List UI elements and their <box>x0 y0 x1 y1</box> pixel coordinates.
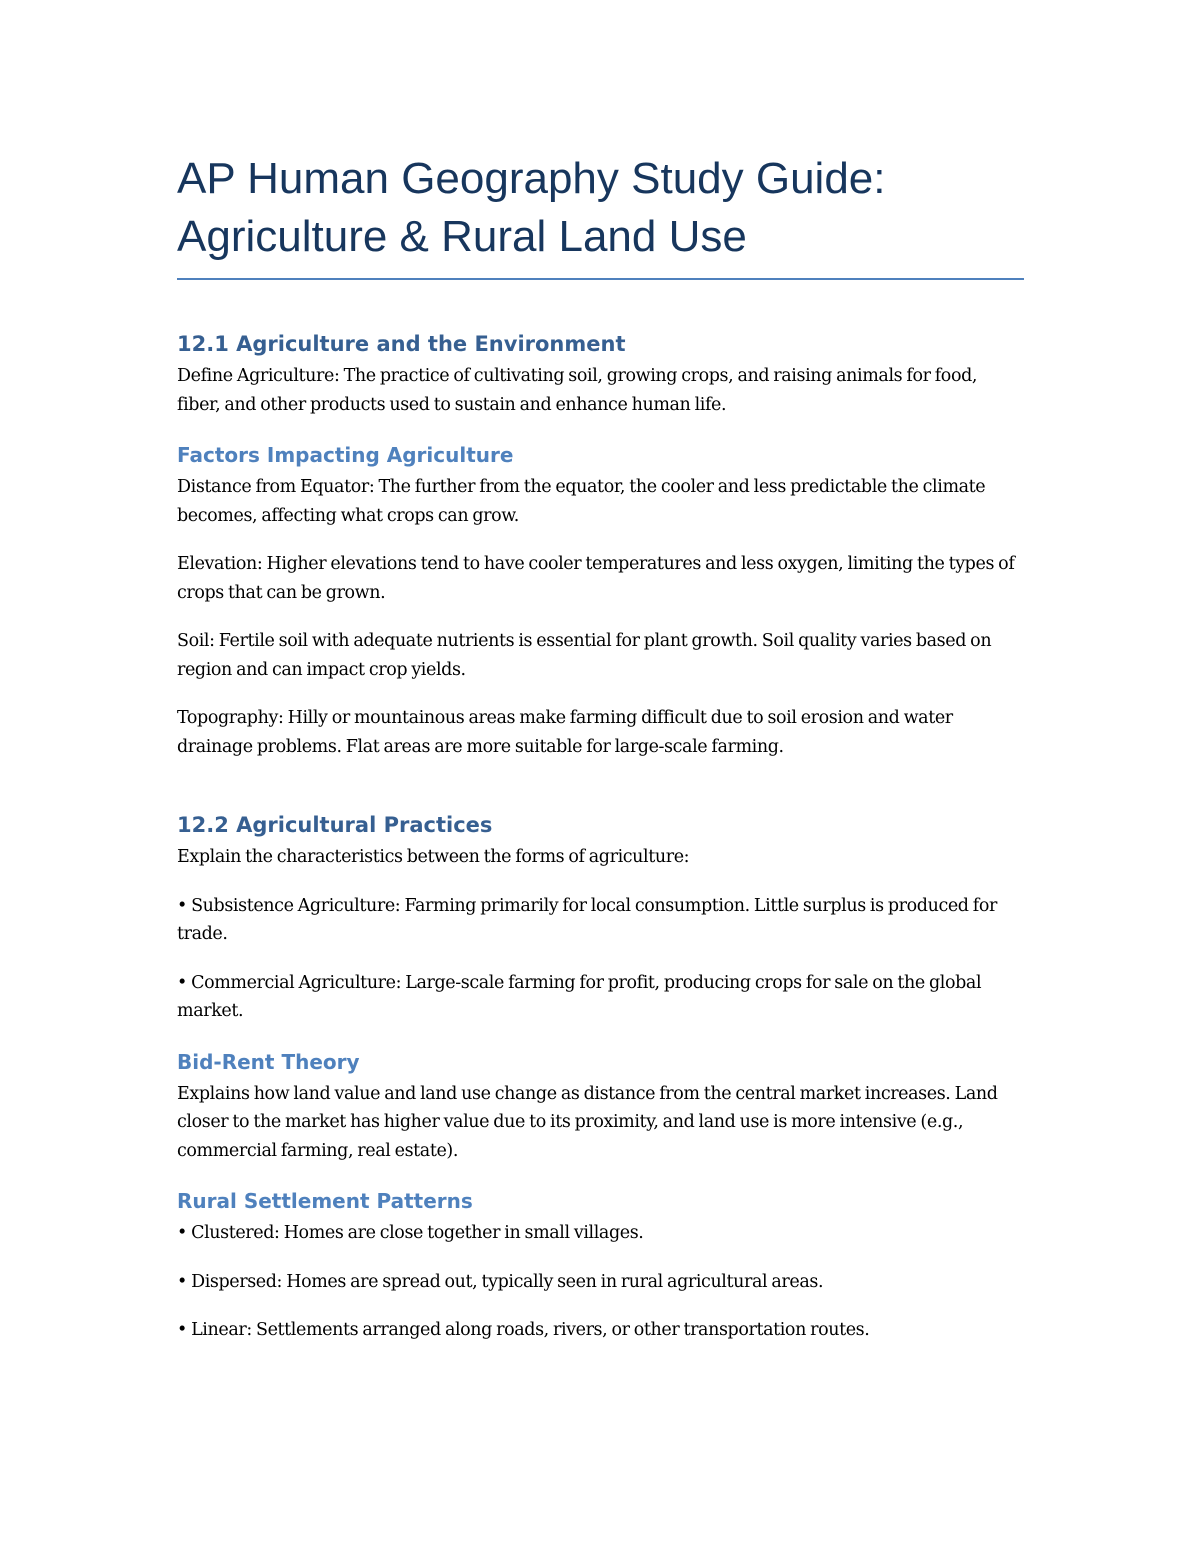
form-subsistence: • Subsistence Agriculture: Farming primarily for local consumption. Little surplus is produced for trade. <box>177 895 997 944</box>
factor-topography: Topography: Hilly or mountainous areas make farming difficult due to soil erosion and water drainage problems. Flat areas are more suitable for large-scale farming. <box>177 708 953 757</box>
title-line-1: AP Human Geography Study Guide: <box>177 154 886 203</box>
section-2-heading: 12.2 Agricultural Practices <box>177 813 493 837</box>
settlement-dispersed: • Dispersed: Homes are spread out, typically seen in rural agricultural areas. <box>177 1271 824 1292</box>
factor-elevation: Elevation: Higher elevations tend to have cooler temperatures and less oxygen, limiting the types of crops that can be grown. <box>177 554 1015 603</box>
bid-rent-text: Explains how land value and land use change as distance from the central market increases. Land closer to the market has higher value due to its proximity, and land use is more intensive (e.g., commercial farming, real estate). <box>177 1083 998 1161</box>
title-divider <box>177 278 1024 280</box>
factors-heading: Factors Impacting Agriculture <box>177 443 514 467</box>
form-commercial: • Commercial Agriculture: Large-scale farming for profit, producing crops for sale on the global market. <box>177 972 982 1021</box>
settlement-clustered: • Clustered: Homes are close together in small villages. <box>177 1223 644 1243</box>
title-line-2: Agriculture & Rural Land Use <box>177 212 747 261</box>
settlement-linear: • Linear: Settlements arranged along roads, rivers, or other transportation routes. <box>177 1320 870 1340</box>
forms-intro: Explain the characteristics between the forms of agriculture: <box>177 847 690 867</box>
section-1-heading: 12.1 Agriculture and the Environment <box>177 332 626 356</box>
document-title <box>177 150 1024 278</box>
bid-rent-heading: Bid-Rent Theory <box>177 1049 360 1074</box>
settlement-heading: Rural Settlement Patterns <box>177 1189 473 1213</box>
factor-distance: Distance from Equator: The further from the equator, the cooler and less predictable the climate becomes, affecting what crops can grow. <box>177 477 986 526</box>
document-page <box>177 150 1024 1345</box>
factor-soil: Soil: Fertile soil with adequate nutrients is essential for plant growth. Soil quality varies based on region and can impact crop yields. <box>177 631 992 680</box>
agriculture-definition: Define Agriculture: The practice of cultivating soil, growing crops, and raising animals for food, fiber, and other products used to sustain and enhance human life. <box>177 366 978 415</box>
